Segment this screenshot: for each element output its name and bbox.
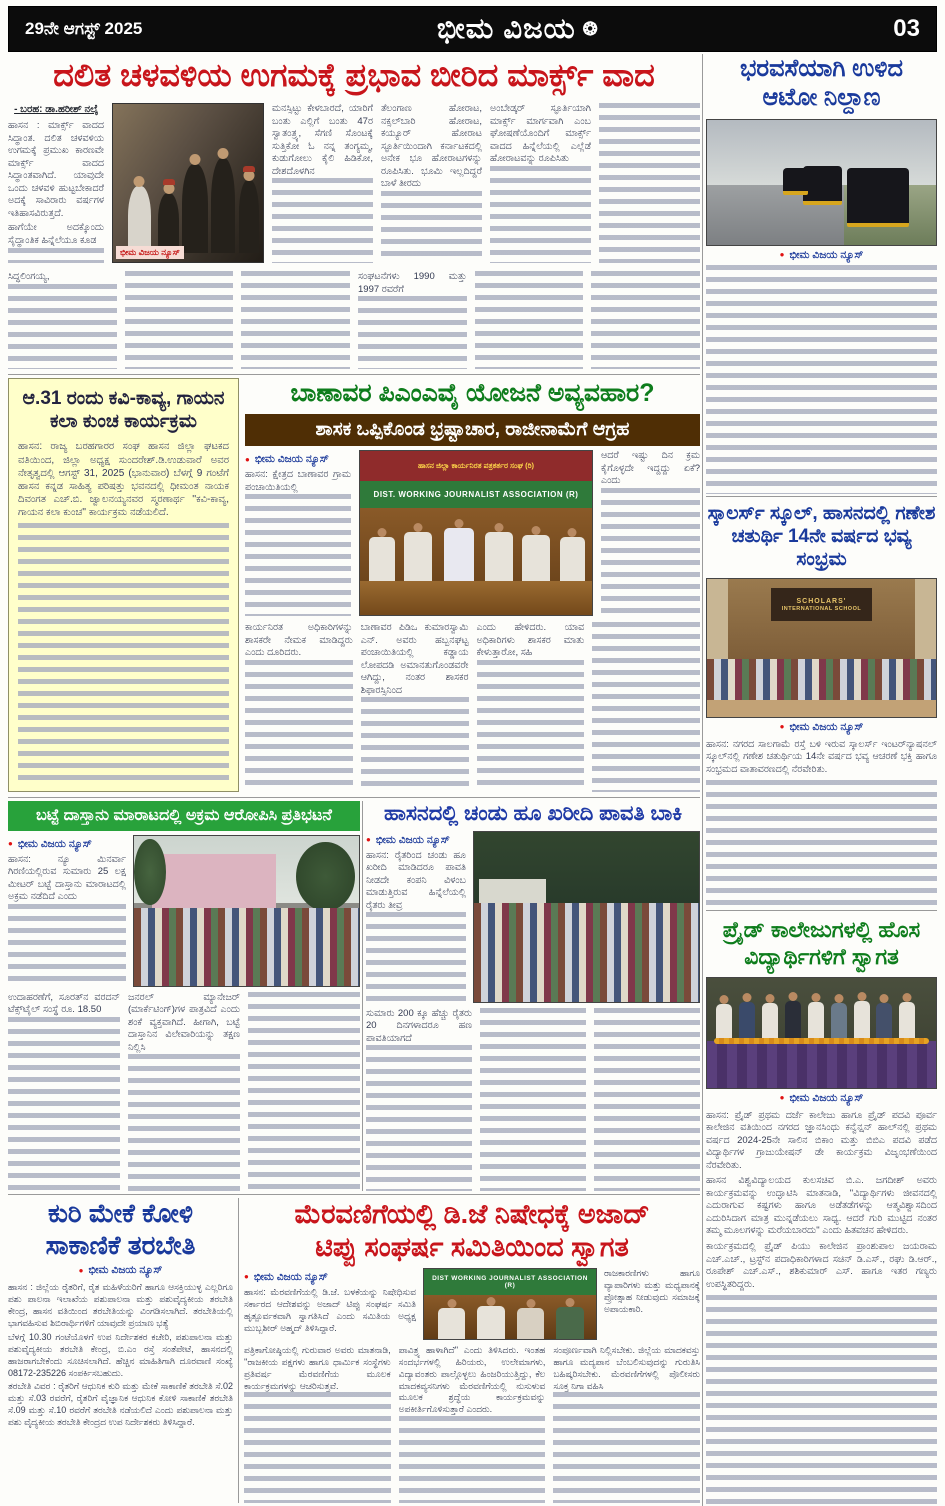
section-rule-3 (8, 1194, 700, 1195)
body-text-greeked (592, 622, 700, 792)
tree (134, 839, 166, 905)
article-chandu-lower-row (366, 1008, 700, 1191)
article-marx-lower-col (241, 271, 350, 369)
press-table (360, 581, 592, 616)
article-marx-col2 (381, 103, 482, 263)
article-marx-lower-col (8, 271, 117, 369)
article-pmay-lower-col (592, 622, 700, 792)
article-protest-lower-row (8, 992, 360, 1191)
body-text-greeked (591, 271, 700, 369)
article-dj-mid-row (244, 1268, 700, 1340)
news-byline (244, 1271, 416, 1284)
article-auto (706, 54, 937, 494)
article-pmay-right-col (601, 450, 700, 616)
masthead-title (437, 13, 599, 46)
body-text-greeked (480, 1008, 586, 1191)
masthead-sun-icon: ❂ (582, 18, 599, 39)
person-figure (517, 1308, 545, 1340)
person-figure-mla (444, 528, 474, 582)
article-marx-col1 (272, 103, 373, 263)
body-text-greeked (358, 296, 467, 369)
news-byline (8, 838, 126, 851)
body-text-greeked (601, 488, 700, 616)
person-figure (485, 532, 513, 581)
body-text-greeked (125, 271, 234, 369)
bullet-icon: ● (8, 839, 13, 849)
bullet-icon: ● (779, 1093, 785, 1103)
body-text-greeked (245, 660, 353, 792)
body-text-greeked (594, 1008, 700, 1191)
person-figure (438, 1308, 466, 1340)
article-dj-right-col (604, 1268, 700, 1340)
person-figure (876, 1003, 892, 1042)
article-marx-lower-col (125, 271, 234, 369)
article-pmay-lower-col (245, 622, 353, 792)
article-pmay-lower-col (361, 622, 469, 792)
person-figure (477, 1306, 505, 1340)
article-pmay-left-col (245, 450, 351, 616)
article-pride (706, 910, 937, 1506)
article-marx-author-column (8, 103, 104, 263)
article-marx-col1-text: ಮನಸ್ಸಿಟ್ಟು ಕೇಳಬಾರದೆ, ಯಾರಿಗೆ ಬಂತು ಎಲ್ಲಿಗೆ ಬಂತು 47ರ ಸ್ವಾತಂತ್ರ್ಯ, ಸೆಗಣಿ ಸೊಂಟಕ್ಕೆ ಸುತ್ತಿಕೋ ಓ ನನ್ನ ತಂಗ್ಯಮ್ಮ, ಕುಡುಗೋಲು ಕೈಲಿ ಹಿಡಿಕೋ, ದೇಶದೊಳಗಿನ (272, 103, 373, 177)
article-chandu-left-col (366, 831, 466, 1003)
article-kuri-headline-line2: ಸಾಕಾಣಿಕೆ ತರಬೇತಿ (45, 1229, 196, 1260)
column-rule-protest-chandu (362, 801, 363, 1191)
section-rule-1 (8, 374, 700, 375)
bullet-icon: ● (779, 250, 785, 260)
article-chandu-snippet: ಸುಮಾರು 200 ಕ್ಕೂ ಹೆಚ್ಚು ರೈತರು 20 ದಿನಗಳಾದರೂ ಹಣ ಪಾವತಿಯಾಗದೆ (366, 1007, 472, 1044)
article-marx-col3-text: ಅಂಬೇಡ್ಕರ್ ಸ್ಫೂರ್ತಿಯಾಗಿ ಮಾರ್ಕ್ಸ್ ಮಾರ್ಗವಾಗಿ ಎಂಬ ಘೋಷಣೆಯೊಂದಿಗೆ ಮಾರ್ಕ್ಸ್ ವಾದದ ಹಿನ್ನೆಲೆಯಲ್ಲಿ ಎಲ್ಲೆಡೆ ಹೋರಾಟವನ್ನು ರೂಪಿಸಿತು (490, 103, 591, 165)
article-pmay-headline: ಬಾಣಾವರ ಪಿಎಂಎವೈ ಯೋಜನೆ ಅವ್ಯವಹಾರ? (290, 379, 655, 407)
article-auto-headline-line2: ಆಟೋ ನಿಲ್ದಾಣ (762, 84, 881, 112)
stage-purple-drape (707, 1041, 936, 1087)
body-text-greeked (248, 992, 360, 1191)
body-text-greeked (366, 1045, 472, 1191)
body-text-greeked (553, 1392, 700, 1503)
body-text-greeked (706, 265, 937, 494)
article-pride-headline-line1: ಪ್ರೈಡ್ ಕಾಲೇಜುಗಳಲ್ಲಿ ಹೊಸ (722, 917, 921, 942)
byline-text: ಭೀಮ ವಿಜಯ ನ್ಯೂಸ್ (253, 1270, 328, 1283)
article-protest-lower-col (8, 992, 120, 1191)
protest-group-photo (133, 835, 360, 987)
article-marx-lower1-text: ಸಿದ್ಧಲಿಂಗಯ್ಯ, (8, 271, 50, 283)
press-meet-photo (359, 450, 593, 616)
body-text-greeked (477, 660, 585, 792)
body-text-greeked (8, 1017, 120, 1191)
body-text-greeked (599, 103, 700, 263)
auto-stand-photo (706, 119, 937, 246)
marx-engels-painting-photo (112, 103, 264, 263)
seated-members-scene (424, 1295, 596, 1340)
article-dj-lead: ಹಾಸನ: ಮೆರವಣಿಗೆಯಲ್ಲಿ ಡಿ.ಜೆ. ಬಳಕೆಯನ್ನು ನಿಷೇಧಿಸುವ ಸರ್ಕಾರದ ಆದೇಶವನ್ನು ಅಜಾದ್ ಟಿಪ್ಪು ಸಂಘರ್ಷ ಸಮಿತಿ ಹೃತ್ಪೂರ್ವಕವಾಗಿ ಸ್ವಾಗತಿಸಿದೆ ಎಂದು ಸಮಿತಿಯ ಅಧ್ಯಕ್ಷ ಮುಬ್ಬಶೀರ್ ಅಹ್ಮದ್ ತಿಳಿಸಿದ್ದಾರೆ. (244, 1286, 416, 1333)
article-dj-below2-text: ಪಾವಿತ್ರ್ಯ ಹಾಳಾಗಿದೆ'' ಎಂದು ತಿಳಿಸಿದರು. ಇಂತಹ ಸಂದರ್ಭಗಳಲ್ಲಿ ಹಿರಿಯರು, ಉಲೇಮಾಗಳು, ವಿದ್ಯಾವಂತರು ಪಾಲ್ಗೊಳ್ಳಲು ಹಿಂಜರಿಯುತ್ತಿದ್ದು, ಕೆಲ ಮಾದಕವ್ಯಸನಿಗಳು ಮೆರವಣಿಗೆಯಲ್ಲಿ ನುಸುಳುವ ಮೂಲಕ ಶ್ರದ್ಧೆಯ ಕಾರ್ಯಕ್ರಮವನ್ನು ಅಪಕೀರ್ತಿಗೊಳಿಸುತ್ತಾರೆ ಎಂದರು. (398, 1344, 546, 1415)
column-rule-kuri-dj (238, 1198, 239, 1503)
person-figure (739, 1002, 755, 1042)
article-chandu-mid-row (366, 831, 700, 1003)
article-protest-lower-col (248, 992, 360, 1191)
person-figure (716, 1004, 732, 1041)
body-text-greeked (18, 523, 229, 783)
article-marx-col4 (599, 103, 700, 263)
article-dj-lower-col (553, 1345, 700, 1503)
byline-text: ಭೀಮ ವಿಜಯ ನ್ಯೂಸ್ (375, 833, 450, 846)
photo-credit-byline (706, 721, 937, 734)
painting-figure (128, 186, 151, 252)
school-sign-line1: SCHOLARS' (796, 597, 847, 605)
article-protest-lower-col (128, 992, 240, 1191)
article-pmay-mid-row (245, 450, 700, 616)
article-chandu-lower-col (366, 1008, 472, 1191)
article-dj-headline-line2: ಟಿಪ್ಪು ಸಂಘರ್ಷ ಸಮಿತಿಯಿಂದ ಸ್ವಾಗತ (315, 1231, 629, 1262)
article-pride-para3: ಕಾರ್ಯಕ್ರಮದಲ್ಲಿ ಪ್ರೈಡ್ ಪಿಯು ಕಾಲೇಜಿನ ಪ್ರಾಂಶುಪಾಲ ಜಯರಾಮ ಎಚ್.ಎಚ್., ಟ್ರಸ್ಟ್‌ನ ಪದಾಧಿಕಾರಿಗಳಾದ ಸಚಿನ್ ಡಿ.ಎಸ್., ರಘು ಡಿ.ಆರ್., ರೂಪೇಶ್ ಎಚ್.ಎಸ್., ಶಶಿಕುಮಾರ್ ಎಸ್. ಹಾಗೂ ಇತರ ಗಣ್ಯರು ಉಪಸ್ಥಿತರಿದ್ದರು. (706, 1240, 937, 1290)
page-number: 03 (893, 15, 920, 42)
article-kuri-para2: ಬೆಳಗ್ಗೆ 10.30 ಗಂಟೆಯೊಳಗೆ ಉಪ ನಿರ್ದೇಶಕರ ಕಚೇರಿ, ಪಶುಪಾಲನಾ ಮತ್ತು ಪಶುವೈದ್ಯಕೀಯ ತರಬೇತಿ ಕೇಂದ್ರ, ಬಿ.ಎಂ ರಸ್ತೆ ಸಂತೆಪೇಟೆ, ಹಾಸನದಲ್ಲಿ ಹಾಜರಾಗಬೇಕೆಂದು ಸೂಚಿಸಲಾಗಿದೆ. ಹೆಚ್ಚಿನ ಮಾಹಿತಿಗಾಗಿ ದೂರವಾಣಿ ಸಂಖ್ಯೆ 08172-235226 ಸಂಪರ್ಕಿಸಬಹುದು. (8, 1331, 233, 1378)
article-marx-top-row (8, 103, 700, 263)
article-marx-col2-text: ತೆಲಂಗಾಣ ಹೋರಾಟ, ನಕ್ಸಲ್‌ಬಾರಿ ಹೋರಾಟ, ಕಯ್ಯೂರ್ ಹೋರಾಟ ಸ್ಫೂರ್ತಿಯಿಂದಾಗಿ ಕರ್ನಾಟಕದಲ್ಲಿ ಅನೇಕ ಭೂ ಹೋರಾಟಗಳನ್ನು ರೂಪಿಸಿತು. ಭೂಮಿ ಇಲ್ಲದಿದ್ದರೆ ಬಾಳೆ ತೀರದು (381, 103, 482, 190)
body-text-greeked (8, 248, 104, 264)
article-dj-lower-col (244, 1345, 391, 1503)
article-pmay-right-text: ಆದರೆ ಇಷ್ಟು ದಿನ ಕ್ರಮ ಕೈಗೊಳ್ಳದೇ ಇದ್ದದ್ದು ಏಕೆ? ಎಂದು (601, 450, 700, 487)
article-protest-left-col (8, 835, 126, 987)
article-dj-headline-line1: ಮೆರವಣಿಗೆಯಲ್ಲಿ ಡಿ.ಜೆ ನಿಷೇಧಕ್ಕೆ ಅಜಾದ್ (294, 1199, 650, 1229)
article-marx-author: - ಬರಹ: ಡಾ.ಹರೀಶ್ ನಲ್ಕೆ (14, 104, 98, 116)
article-pmay-lower-col (477, 622, 585, 792)
edition-date: 29ನೇ ಆಗಸ್ಟ್ 2025 (25, 19, 143, 38)
body-text-greeked (128, 1054, 240, 1191)
body-text-greeked (361, 697, 469, 792)
floor-carpet (707, 700, 936, 717)
masthead-title-text: ಭೀಮ ವಿಜಯ (436, 12, 576, 45)
article-dj-right-text: ರಾಜಕಾರಣಿಗಳು ಹಾಗೂ ವ್ಯಾಪಾರಿಗಳು ಮತ್ತು ಮಧ್ಯಪಾನಕ್ಕೆ ಪ್ರೋತ್ಸಾಹ ನೀಡುವುದು ಸಮಾಜಕ್ಕೆ ಅಪಾಯಕಾರಿ. (604, 1267, 700, 1314)
painting-figure-marx (182, 164, 208, 252)
body-text-greeked (706, 1295, 937, 1506)
person-figure (404, 532, 432, 581)
farmers-crowd (474, 903, 699, 1002)
painting-figure (158, 193, 179, 253)
auto-rickshaw (783, 168, 808, 195)
body-text-greeked (399, 1416, 546, 1503)
article-pmay-below2-text: ಬಾಣಾವರ ಪಿಡಿಒ ಕುಮಾರಸ್ವಾಮಿ ಎನ್. ಅವರು ಹಬ್ಬನಘಟ್ಟ ಪಂಚಾಯಿತಿಯಲ್ಲಿ ಕಡ್ಡಾಯ ಲೋಪದಡಿ ಅಮಾನತುಗೊಂಡವರೇ ಆಗಿದ್ದು, ನಂತರ ಶಾಸಕರ ಶಿಫಾರಸ್ಸಿನಿಂದ (360, 622, 469, 696)
article-auto-headline-line1: ಭರವಸೆಯಾಗಿ ಉಳಿದ (740, 55, 903, 82)
article-pmay-lead: ಹಾಸನ: ಕ್ಷೇತ್ರದ ಬಾಣಾವರ ಗ್ರಾಮ ಪಂಚಾಯಿತಿಯಲ್ಲಿ (245, 469, 351, 493)
article-marx-col3 (490, 103, 591, 263)
tree (296, 842, 355, 911)
article-kuri (8, 1198, 233, 1503)
bullet-icon: ● (78, 1265, 84, 1275)
article-kuri-para3: ತರಬೇತಿ ವಿವರ : ರೈತರಿಗೆ ಆಧುನಿಕ ಕುರಿ ಮತ್ತು ಮೇಕೆ ಸಾಕಾಣಿಕೆ ತರಬೇತಿ ಸೆ.02 ಮತ್ತು ಸೆ.03 ರವರೆಗೆ, ರೈತರಿಗೆ ವೈಜ್ಞಾನಿಕ ಆಧುನಿಕ ಕೋಳಿ ಸಾಕಾಣಿಕೆ ತರಬೇತಿ ಸೆ.09 ಮತ್ತು ಸೆ.10 ರವರೆಗೆ ತರಬೇತಿ ನಡೆಯಲಿದೆ ಎಂದು ಪಶುಪಾಲನಾ ಮತ್ತು ಪಶು ವೈದ್ಯಕೀಯ ತರಬೇತಿ ಕೇಂದ್ರದ ಉಪ ನಿರ್ದೇಶಕರು ತಿಳಿಸಿದ್ದಾರೆ. (8, 1381, 233, 1428)
article-marx-lead2: ಹಾಗೆಯೇ ಅದಕ್ಕೊಂದು ಸೈದ್ಧಾಂತಿಕ ಹಿನ್ನೆಲೆಯೂ ಕೂಡ (8, 222, 104, 246)
press-banner-english: DIST. WORKING JOURNALIST ASSOCIATION (R) (360, 481, 592, 508)
article-dj-lower-row (244, 1345, 700, 1503)
bullet-icon: ● (245, 454, 250, 464)
person-figure (369, 537, 395, 582)
person-figure (808, 1002, 824, 1042)
page-header (8, 6, 937, 52)
article-dj-below1-text: ಪತ್ರಿಕಾಗೋಷ್ಠಿಯಲ್ಲಿ ಗುರುವಾರ ಅವರು ಮಾತನಾಡಿ, ''ರಾಜಕೀಯ ಪಕ್ಷಗಳು ಹಾಗೂ ಧಾರ್ಮಿಕ ಸಂಸ್ಥೆಗಳು ಪ್ರತಿವರ್ಷ ಮೆರವಣಿಗೆಯ ಮೂಲಕ ಕಾರ್ಯಕ್ರಮಗಳನ್ನು ಆಚರಿಸುತ್ತವೆ. (244, 1344, 391, 1391)
body-text-greeked (366, 912, 466, 1002)
article-kuri-lead: ಹಾಸನ : ಜಿಲ್ಲೆಯ ರೈತರಿಗೆ, ರೈತ ಮಹಿಳೆಯರಿಗೆ ಹಾಗೂ ಆಸಕ್ತಿಯುಳ್ಳ ಎಲ್ಲರಿಗೂ ಪಶು ಪಾಲನಾ ಇಲಾಖೆಯ ಪಶುಪಾಲನಾ ಮತ್ತು ಪಶುವೈದ್ಯಕೀಯ ತರಬೇತಿ ಕೇಂದ್ರ, ಹಾಸನ ವತಿಯಿಂದ ತರಬೇತಿಯನ್ನು ವಿಂಗಡಿಸಲಾಗಿದೆ. ತರಬೇತಿಯಲ್ಲಿ ಭಾಗವಹಿಸುವ ಶಿಬಿರಾರ್ಥಿಗಳಿಗೆ ಯಾವುದೇ ಪ್ರಯಾಣ ಭತ್ಯೆ (8, 1282, 233, 1329)
painting-figure (239, 180, 259, 253)
article-protest-lead: ಹಾಸನ: ನ್ಯೂ ಮಿನರ್ವಾ ಗಿರಣಿಯಲ್ಲಿರುವ ಸುಮಾರು 25 ಲಕ್ಷ ಮೀಟರ್ ಬಟ್ಟೆ ದಾಸ್ತಾನು ಮಾರಾಟದಲ್ಲಿ ಅಕ್ರಮ ನಡೆದಿದೆ ಎಂದು (8, 853, 126, 903)
article-pmay (245, 378, 700, 792)
article-marx-lower-col (358, 271, 467, 369)
news-byline (245, 453, 351, 466)
article-kavi-headline-line1: ಆ.31 ರಂದು ಕವಿ-ಕಾವ್ಯ, ಗಾಯನ (22, 388, 225, 409)
article-protest-mid-row (8, 835, 360, 987)
byline-text: ಭೀಮ ವಿಜಯ ನ್ಯೂಸ್ (254, 453, 329, 466)
section-rule-2 (8, 797, 700, 798)
person-figure (854, 1001, 870, 1042)
article-pride-para2: ಹಾಸನ ವಿಶ್ವವಿದ್ಯಾಲಯದ ಕುಲಸಚಿವ ಬಿ.ಎ. ಜಗದೀಶ್ ಅವರು ಕಾರ್ಯಕ್ರಮವನ್ನು ಉದ್ಘಾಟಿಸಿ ಮಾತನಾಡಿ, ''ವಿದ್ಯಾರ್ಥಿಗಳು ಜೀವನದಲ್ಲಿ ಎದುರಾಗುವ ಕಷ್ಟಗಳು ಹಾಗೂ ಅಡೆತಡೆಗಳನ್ನು ಆತ್ಮವಿಶ್ವಾಸದಿಂದ ಎದುರಿಸಿದಾಗ ಮಾತ್ರ ಮುನ್ನಡೆಯಲು ಸಾಧ್ಯ. ಆದರೆ ಗುರಿ ಮುಟ್ಟಿದ ನಂತರ ತಮ್ಮ ಮೂಲಗಳನ್ನು ಮರೆಯಬಾರದು'' ಎಂದು ಹಿತವಚನ ಹೇಳಿದರು. (706, 1175, 937, 1237)
article-dj-lower-col (399, 1345, 546, 1503)
news-byline (366, 834, 466, 847)
body-text-greeked (245, 494, 351, 616)
body-text-greeked (8, 284, 117, 369)
school-sign (771, 588, 872, 621)
column-rule-main (702, 54, 703, 1506)
dj-committee-photo (423, 1268, 597, 1340)
article-dj (244, 1198, 700, 1503)
body-text-greeked (244, 1392, 391, 1503)
body-text-greeked (475, 271, 584, 369)
article-protest-snippet1: ಉದಾಹರಣೆಗೆ, ಸೂರತ್‌ನ ವರದನ್ ಟೆಕ್ಸ್‌ಟೈಲ್ ಸಂಸ್ಥೆ ರೂ. 18.50 (8, 991, 120, 1016)
auto-rickshaw (803, 166, 842, 205)
article-marx-lower-col (475, 271, 584, 369)
byline-text: ಭೀಮ ವಿಜಯ ನ್ಯೂಸ್ (88, 1264, 163, 1277)
marigold-garland (714, 1038, 929, 1044)
article-kavi-lead: ಹಾಸನ: ರಾಜ್ಯ ಬರಹಗಾರರ ಸಂಘ ಹಾಸನ ಜಿಲ್ಲಾ ಘಟಕದ ವತಿಯಿಂದ, ಜಿಲ್ಲಾ ಅಧ್ಯಕ್ಷ ಸುಂದರೇಶ್.ಡಿ.ಉಡುವಾರೆ ಅವರ ನೇತೃತ್ವದಲ್ಲಿ ಆಗಸ್ಟ್ 31, 2025 (ಭಾನುವಾರ) ಬೆಳಗ್ಗೆ 9 ಗಂಟೆಗೆ ಹಾಸನ ಕನ್ನಡ ಸಾಹಿತ್ಯ ಪರಿಷತ್ತು ಭವನದಲ್ಲಿ ಧೀಮಂತ ನಾಯಕ ದಿವಂಗತ ಎಚ್.ಬಿ. ಜ್ವಾಲನಯ್ಯನವರ ಸ್ಮರಣಾರ್ಥ ''ಕವಿ-ಕಾವ್ಯ, ಗಾಯನ ಕಲಾ ಕುಂಚ'' ಕಾರ್ಯಕ್ರಮ ನಡೆಯಲಿದೆ. (18, 441, 229, 519)
article-chandu-lower-col (594, 1008, 700, 1191)
body-text-greeked (272, 178, 373, 263)
article-chandu (366, 801, 700, 1191)
article-pmay-below3-text: ಎಂದು ಹೇಳಿದರು. ಯಾವ ಅಧಿಕಾರಿಗಳು ಶಾಸಕರ ಮಾತು ಕೇಳುತ್ತಾರೋ, ಸಹಿ (476, 622, 585, 659)
person-figure (556, 1307, 584, 1340)
news-byline (8, 1264, 233, 1277)
article-marx-headline: ದಲಿತ ಚಳವಳಿಯ ಉಗಮಕ್ಕೆ ಪ್ರಭಾವ ಬೀರಿದ ಮಾರ್ಕ್ಸ್ ವಾದ (53, 57, 655, 93)
pride-stage-photo (706, 977, 937, 1089)
bullet-icon: ● (244, 1272, 249, 1282)
article-chandu-lower-col (480, 1008, 586, 1191)
person-figure (831, 1003, 847, 1042)
article-chandu-lead: ಹಾಸನ: ರೈತರಿಂದ ಚಂಡು ಹೂ ಖರೀದಿ ಮಾಡಿದರೂ ಪಾವತಿ ನೀಡದೇ ಕಂಪನಿ ವಿಳಂಬ ಮಾಡುತ್ತಿರುವ ಹಿನ್ನೆಲೆಯಲ್ಲಿ ರೈತರು ತೀವ್ರ (366, 849, 466, 911)
byline-text: ಭೀಮ ವಿಜಯ ನ್ಯೂಸ್ (789, 1091, 864, 1104)
person-figure (762, 1003, 778, 1042)
article-chandu-headline: ಹಾಸನದಲ್ಲಿ ಚಂಡು ಹೂ ಖರೀದಿ ಪಾವತಿ ಬಾಕಿ (383, 802, 683, 825)
article-scholars (706, 496, 937, 908)
article-protest (8, 801, 360, 1191)
pink-building (152, 854, 276, 914)
photo-credit-byline (706, 1092, 937, 1105)
protesters-crowd (134, 908, 359, 986)
article-dj-below3-text: ಸಂಪೂರ್ಣವಾಗಿ ನಿಲ್ಲಿಸಬೇಕು. ಜಿಲ್ಲೆಯ ಮಾದಕವಸ್ತು ಹಾಗೂ ಮದ್ಯಪಾನ ಬೆಂಬಲಿಸುವುದನ್ನು ಗುರುತಿಸಿ ಬಹಿಷ್ಕರಿಸಬೇಕು. ಮೆರವಣಿಗೆಗಳಲ್ಲಿ ಪೊಲೀಸರು ಸೂಕ್ತ ನಿಗಾ ವಹಿಸಿ (553, 1344, 700, 1391)
article-kuri-headline-line1: ಕುರಿ ಮೇಕೆ ಕೋಳಿ (47, 1198, 194, 1228)
article-pride-lead: ಹಾಸನ: ಪ್ರೈಡ್ ಪ್ರಥಮ ದರ್ಜೆ ಕಾಲೇಜು ಹಾಗೂ ಪ್ರೈಡ್ ಪದವಿ ಪೂರ್ವ ಕಾಲೇಜಿನ ವತಿಯಿಂದ ನಗರದ ಜ್ಞಾನಸಿಂಧು ಕನ್ವೆನ್ಷನ್ ಹಾಲ್‌ನಲ್ಲಿ ಪ್ರಥಮ ವರ್ಷದ 2024-25ನೇ ಸಾಲಿನ ಬಿಕಾಂ ಮತ್ತು ಬಿಬಿಎ ಪದವಿ ಪಡೆದ ವಿದ್ಯಾರ್ಥಿಗಳ ಗ್ರಾಜುಯೇಷನ್ ಡೇ ಕಾರ್ಯಕ್ರಮ ವಿಜೃಂಭಣೆಯಿಂದ ನೆರವೇರಿತು. (706, 1109, 937, 1171)
article-marx-lower-row (8, 271, 700, 369)
journalist-association-banner: DIST WORKING JOURNALIST ASSOCIATION (R) (424, 1269, 596, 1295)
person-figure (522, 535, 550, 582)
article-marx-lower-col (591, 271, 700, 369)
byline-text: ಭೀಮ ವಿಜಯ ನ್ಯೂಸ್ (789, 720, 864, 733)
press-banner-kannada: ಹಾಸನ ಜಿಲ್ಲಾ ಕಾರ್ಯನಿರತ ಪತ್ರಕರ್ತರ ಸಂಘ (ರಿ) (360, 451, 592, 481)
article-pmay-subhead: ಶಾಸಕ ಒಪ್ಪಿಕೊಂಡ ಭ್ರಷ್ಟಾಚಾರ, ರಾಜೀನಾಮೆಗೆ ಆಗ್ರಹ (245, 414, 700, 447)
body-text-greeked (241, 271, 350, 369)
article-dj-left-col (244, 1268, 416, 1340)
body-text-greeked (490, 166, 591, 263)
article-pmay-lower-row (245, 622, 700, 792)
painting-figure-engels (211, 158, 235, 253)
article-pride-headline-line2: ವಿದ್ಯಾರ್ಥಿಗಳಿಗೆ ಸ್ವಾಗತ (744, 943, 899, 969)
article-kavi-headline-line2: ಕಲಾ ಕುಂಚ ಕಾರ್ಯಕ್ರಮ (50, 411, 197, 433)
person-figure (785, 1001, 801, 1042)
person-figure (899, 1002, 915, 1042)
article-kavi (8, 378, 239, 792)
chandu-farmers-photo (473, 831, 700, 1003)
article-pmay-below1-text: ಕಾರ್ಯನಿರತ ಅಧಿಕಾರಿಗಳನ್ನು ಶಾಸಕರೇ ನೇಮಕ ಮಾಡಿದ್ದರು ಎಂದು ದೂರಿದರು. (245, 622, 353, 659)
photo-credit-chip: ಭೀಮ ವಿಜಯ ನ್ಯೂಸ್ (116, 246, 184, 259)
byline-text: ಭೀಮ ವಿಜಯ ನ್ಯೂಸ್ (789, 248, 864, 261)
auto-rickshaw (847, 168, 909, 227)
article-scholars-headline-line2: ಚತುರ್ಥಿ 14ನೇ ವರ್ಷದ ಭವ್ಯ ಸಂಭ್ರಮ (731, 526, 912, 571)
body-text-greeked (8, 904, 126, 987)
article-protest-snippet2: ಜನರಲ್ ಮ್ಯಾನೇಜರ್ (ಮಾರ್ಕೆಟಿಂಗ್)ಗಳ ಪಾತ್ರವಿದೆ ಎಂದು ಶಂಕೆ ವ್ಯಕ್ತವಾಗಿದೆ. ಹೀಗಾಗಿ, ಬಟ್ಟೆ ದಾಸ್ತಾನಿನ ವಿಲೇವಾರಿಯನ್ನು ತಕ್ಷಣ ನಿಲ್ಲಿಸಿ (128, 991, 240, 1053)
scholars-school-photo (706, 578, 937, 718)
bullet-icon: ● (779, 722, 785, 732)
photo-credit-byline (706, 249, 937, 262)
school-sign-line2: INTERNATIONAL SCHOOL (781, 605, 862, 612)
press-table-scene (360, 508, 592, 617)
article-scholars-headline-line1: ಸ್ಕಾಲರ್ಸ್ ಸ್ಕೂಲ್, ಹಾಸನದಲ್ಲಿ ಗಣೇಶ (707, 503, 936, 524)
person-figure (560, 537, 586, 582)
bullet-icon: ● (366, 835, 371, 845)
body-text-greeked (706, 780, 937, 908)
body-text-greeked (381, 191, 482, 263)
article-scholars-lead: ಹಾಸನ: ನಗರದ ಸಾಲಗಾಮೆ ರಸ್ತೆ ಬಳಿ ಇರುವ ಸ್ಕಾಲರ್ಸ್ ಇಂಟರ್‌ನ್ಯಾಷನಲ್ ಸ್ಕೂಲ್‌ನಲ್ಲಿ ಗಣೇಶ ಚತುರ್ಥಿಯ 14ನೇ ವರ್ಷದ ಭವ್ಯ ಆಚರಣೆ ಭಕ್ತಿ ಹಾಗೂ ಸಂಭ್ರಮದ ವಾತಾವರಣದಲ್ಲಿ ನೆರವೇರಿತು. (706, 738, 937, 775)
article-marx-lower4-text: ಸಂಘಟನೆಗಳು 1990 ಮತ್ತು 1997 ರವರೆಗೆ (358, 271, 467, 295)
article-protest-headline: ಬಟ್ಟೆ ದಾಸ್ತಾನು ಮಾರಾಟದಲ್ಲಿ ಅಕ್ರಮ ಆರೋಪಿಸಿ ಪ್ರತಿಭಟನೆ (8, 801, 360, 831)
article-marx (8, 54, 700, 372)
byline-text: ಭೀಮ ವಿಜಯ ನ್ಯೂಸ್ (17, 837, 92, 850)
article-marx-lead: ಹಾಸನ : ಮಾರ್ಕ್ಸ್ ವಾದದ ಸಿದ್ಧಾಂತ. ದಲಿತ ಚಳವಳಿಯ ಉಗಮಕ್ಕೆ ಪ್ರಮುಖ ಕಾರಣವೇ ಮಾರ್ಕ್ಸ್ ವಾದದ ಸಿದ್ಧಾಂತವಾಗಿದೆ. ಯಾವುದೇ ಒಂದು ಚಳವಳಿ ಹುಟ್ಟಬೇಕಾದರೆ ಅದಕ್ಕೆ ಸಾವಿರಾರು ವರ್ಷಗಳ ಇತಿಹಾಸವಿರುತ್ತದೆ. (8, 120, 104, 219)
